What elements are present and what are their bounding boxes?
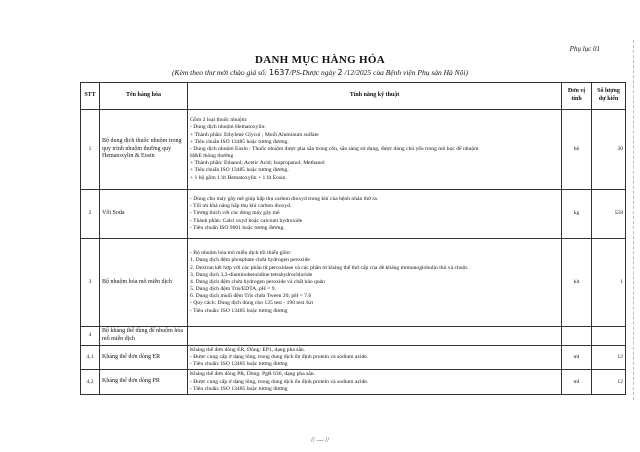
page-footer-mark: // — // [310, 436, 330, 444]
spec-line: - Quy cách: Dung dịch dùng cho 125 test - 190 test /kit [190, 300, 314, 307]
row-stt: 4 [81, 327, 100, 346]
spec-line: - Bộ nhuộm hóa mô miễn dịch tối thiểu gồm: [190, 250, 292, 257]
spec-line: - Thành phần: Calci oxyd hoặc calcium hydroxide [190, 217, 303, 224]
spec-line: - Được cung cấp ở dạng lỏng, trong dung dịch ổn định protein và sodium azide. [190, 378, 369, 385]
spec-line: + Tiêu chuẩn ISO 13485 hoặc tương đương. [190, 138, 289, 145]
spec-line: - Tiêu chuẩn: ISO 13485 hoặc tương đương [190, 307, 288, 314]
spec-line: Kháng thể đơn dòng PR, Dòng: PgR 636, dạng pha sẵn. [190, 371, 315, 378]
spec-line: + Thành phần: Ethanol; Acetic Acid; Isopropanol; Methanol [190, 160, 325, 167]
spec-line: - Tối ưu khả năng hấp thụ khí carbon dioxyd. [190, 203, 292, 210]
spec-line: 3. Dung dịch 3,3-diaminobenzidine tetrahydrochloride [190, 271, 313, 278]
spec-line: - Tương thích với các dòng máy gây mê [190, 210, 280, 217]
row-unit [562, 327, 592, 346]
spec-line: - Được cung cấp ở dạng lỏng, trong dung dịch ổn định protein và sodium azide. [190, 354, 369, 361]
spec-line: H&E thông thường [190, 153, 234, 160]
row-spec [188, 327, 562, 346]
page-edge-mark [632, 40, 634, 400]
spec-line: Gồm 2 loại thuốc nhuộm: [190, 117, 248, 124]
subtitle-suffix: /12/2025 của Bệnh viện Phụ sản Hà Nội) [342, 68, 468, 77]
table-row [81, 346, 626, 370]
row-spec [188, 110, 562, 190]
subtitle-prefix: (Kèm theo thư mời chào giá số: [172, 68, 270, 77]
row-qty: 12 [592, 370, 626, 394]
spec-line: - Tiêu chuẩn: ISO 13485 hoặc tương đương [190, 385, 288, 392]
document-title: DANH MỤC HÀNG HÓA [254, 54, 386, 66]
row-qty: 12 [592, 346, 626, 370]
table-row [81, 327, 626, 346]
spec-line: 4. Dung dịch đệm chứa hydrogen peroxide và chất bảo quản [190, 278, 325, 285]
row-stt: 1 [81, 110, 100, 190]
spec-line: - Tiêu chuẩn: ISO 13485 hoặc tương đương [190, 361, 288, 368]
table-row [81, 239, 626, 327]
spec-line: 5. Dung dịch đệm Tris/EDTA, pH = 9. [190, 286, 276, 293]
col-header-stt: STT [81, 83, 100, 110]
col-header-unit: Đơn vị tính [562, 83, 592, 110]
spec-line: + Tiêu chuẩn ISO 13485 hoặc tương đương. [190, 167, 289, 174]
spec-line: 6. Dung dịch muối đệm Tris chứa Tween 20; pH = 7.6 [190, 293, 312, 300]
row-stt: 2 [81, 190, 100, 239]
row-stt: 3 [81, 239, 100, 327]
row-qty: 30 [592, 110, 626, 190]
spec-line: - Tiêu chuẩn ISO 9001 hoặc tương đương. [190, 224, 285, 231]
table-row [81, 190, 626, 239]
spec-line: 2. Dextran kết hợp với các phân tử peroxidase và các phân tử kháng thể thứ cấp của dê kháng immunoglobulin thỏ và chuột. [190, 264, 469, 271]
document-subtitle [0, 68, 640, 77]
col-header-name: Tên hàng hóa [100, 83, 188, 110]
row-unit: ml [562, 346, 592, 370]
table-row [81, 110, 626, 190]
row-spec [188, 346, 562, 370]
goods-table [80, 82, 626, 395]
row-name: Kháng thể đơn dòng ER [100, 346, 188, 370]
row-qty [592, 327, 626, 346]
row-spec [188, 239, 562, 327]
row-qty: 558 [592, 190, 626, 239]
spec-line: - Dùng cho máy gây mê giúp hấp thụ carbon dioxyd trong khí của bệnh nhân thở ra. [190, 196, 379, 203]
row-spec [188, 190, 562, 239]
row-stt: 4,1 [81, 346, 100, 370]
spec-line: + Thành phần: Ethylene Glycol ; Muối Aluminum sulfate [190, 131, 319, 138]
subtitle-middle: /PS-Dược ngày [289, 68, 338, 77]
spec-line: Kháng thể đơn dòng ER, Dòng: EP1, dạng pha sẵn. [190, 347, 306, 353]
spec-line: 1. Dung dịch đệm phosphate chứa hydrogen peroxide [190, 257, 310, 264]
row-name: Bộ nhuộm hóa mô miễn dịch [100, 239, 188, 327]
row-unit: kg [562, 190, 592, 239]
appendix-label: Phụ lục 01 [569, 45, 600, 53]
col-header-qty: Số lượng dự kiến [592, 83, 626, 110]
handwritten-doc-day: 2 [337, 68, 343, 77]
row-unit: kit [562, 239, 592, 327]
row-qty: 1 [592, 239, 626, 327]
row-name: Vôi Soda [100, 190, 188, 239]
row-name: Kháng thể đơn dòng PR [100, 370, 188, 394]
table-body [81, 110, 626, 395]
table-header-row [81, 83, 626, 110]
row-spec [188, 370, 562, 394]
spec-line: - Dung dịch nhuộm Eosin : Thuốc nhuộm được pha sẵn trong cồn, sẵn sàng sử dụng, được dùng chủ yếu trong mô học để nhuộm [190, 145, 479, 152]
spec-line: - Dung dịch nhuộm Hematoxylin: [190, 124, 266, 131]
spec-line: + 1 bộ gồm 1 lít Hematoxylin + 1 lít Eosin [190, 174, 286, 181]
row-name: Bộ kháng thể dùng để nhuộm hóa mô miễn dịch [100, 327, 188, 346]
row-stt: 4,2 [81, 370, 100, 394]
row-name: Bộ dung dịch thuốc nhuộm trong quy trình nhuộm thường quy Hematoxylin & Eosin [100, 110, 188, 190]
table-row [81, 370, 626, 394]
handwritten-doc-number: 1637 [269, 68, 290, 77]
row-unit: ml [562, 370, 592, 394]
col-header-spec: Tính năng kỹ thuật [188, 83, 562, 110]
row-unit: bộ [562, 110, 592, 190]
